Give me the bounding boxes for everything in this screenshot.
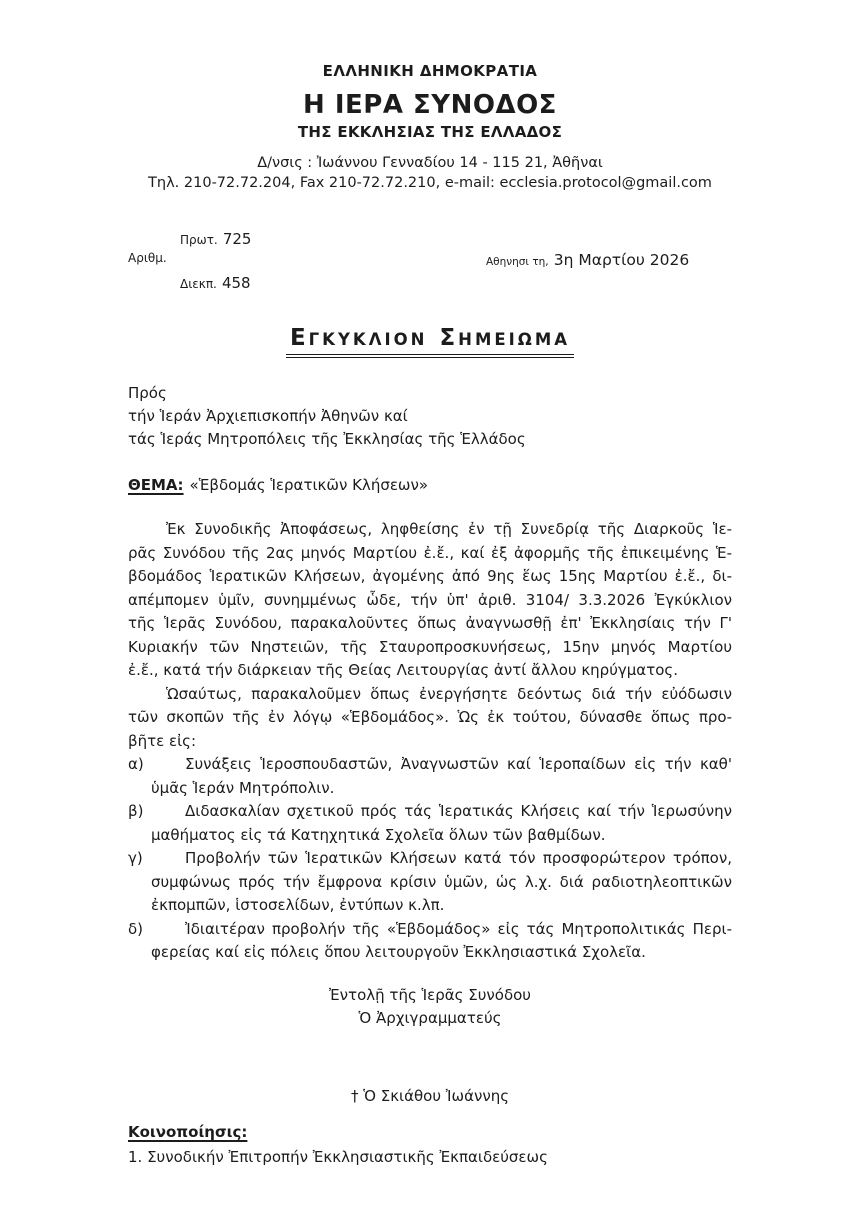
letterhead (128, 62, 732, 191)
body-line: βῆτε εἰς: (128, 731, 197, 750)
cc-item: 1. Συνοδικήν Ἐπιτροπήν Ἐκκλησιαστικῆς Ἐκπαιδεύσεως (128, 1148, 548, 1166)
protocol-prot-line (180, 229, 251, 248)
subject-line (128, 476, 732, 494)
recipient-line: τάς Ἱεράς Μητροπόλεις τῆς Ἐκκλησίας τῆς Ἑλλάδος (128, 430, 526, 448)
list-item-alpha (128, 753, 732, 800)
list-item-label: δ) (128, 919, 144, 938)
body-line: ἐ.ἔ., κατά τήν διάρκειαν τῆς Θείας Λειτουργίας ἀντί ἄλλου κηρύγματος. (128, 661, 678, 679)
subject-text: «Ἑβδομάς Ἱερατικῶν Κλήσεων» (189, 476, 429, 494)
body-line: ἐκπομπῶν, ἱστοσελίδων, ἐντύπων κ.λπ. (151, 896, 445, 914)
document-title-underline (286, 325, 574, 358)
protocol-diekp-line (180, 273, 251, 292)
document-title (128, 325, 732, 358)
document-body (128, 518, 732, 965)
cc-block (128, 1120, 732, 1170)
body-line: ὑμᾶς Ἱεράν Μητρόπολιν. (151, 778, 335, 797)
body-line: φερείας καί εἰς πόλεις ὅπου λειτουργοῦν Ἐκκλησιαστικά Σχολεῖα. (151, 943, 646, 961)
recipient-salutation: Πρός (128, 384, 167, 402)
closing-line-authority: Ἐντολῇ τῆς Ἱερᾶς Συνόδου (329, 985, 531, 1004)
protocol-diekp-label: Διεκπ. (180, 277, 217, 291)
date-value: 3η Μαρτίου 2026 (553, 251, 690, 269)
date-place-label: Αθηνησι τη, (486, 256, 549, 268)
body-line: μαθήματος εἰς τά Κατηχητικά Σχολεῖα ὅλων τῶν βαθμίδων. (151, 825, 606, 844)
cc-label: Κοινοποίησις: (128, 1123, 248, 1141)
protocol-prot-label: Πρωτ. (180, 233, 218, 247)
body-line: Διδασκαλίαν σχετικοῦ πρός τάς Ἱερατικάς Κλήσεις καί τήν Ἱερωσύνην (185, 802, 732, 820)
paragraph-1 (128, 518, 732, 683)
body-line: συμφώνως πρός τήν ἔμφρονα κρίσιν ὑμῶν, ὡς λ.χ. διά ραδιοτηλεοπτικῶν (151, 872, 732, 891)
recipient-block (128, 382, 732, 451)
list-item-label: γ) (128, 849, 143, 867)
list-item-delta (128, 918, 732, 965)
list-item-label: α) (128, 755, 144, 773)
document-title-word-2: ΣΗΜΕΙΩΜΑ (439, 325, 571, 351)
list-item-beta (128, 800, 732, 847)
subject-label: ΘΕΜΑ: (128, 476, 184, 494)
protocol-arithm-label: Αριθμ. (128, 251, 167, 265)
recipient-line: τήν Ἱεράν Ἀρχιεπισκοπήν Ἀθηνῶν καί (128, 407, 408, 425)
document-title-word-1: ΕΓΚΥΚΛΙΟΝ (289, 325, 428, 351)
body-line: Ἰδιαιτέραν προβολήν τῆς «Ἑβδομάδος» εἰς τάς Μητροπολιτικάς Περι- (185, 919, 732, 938)
body-line: βδομάδος Ἱερατικῶν Κλήσεων, ἀγομένης ἀπό 9ης ἕως 15ης Μαρτίου ἐ.ἔ., δι- (128, 567, 732, 585)
body-line: Προβολήν τῶν Ἱερατικῶν Κλήσεων κατά τόν προσφορώτερον τρόπον, (185, 849, 732, 867)
closing-line-role: Ὁ Ἀρχιγραμματεύς (358, 1009, 502, 1027)
letterhead-address: Δ/νσις : Ἰωάννου Γενναδίου 14 - 115 21, Ἀθῆναι (257, 155, 603, 171)
protocol-diekp-value: 458 (221, 274, 251, 292)
body-line: ρᾶς Συνόδου τῆς 2ας μηνός Μαρτίου ἐ.ἔ., καί ἐξ ἀφορμῆς τῆς ἐπικειμένης Ἑ- (128, 543, 732, 562)
letterhead-republic: ΕΛΛΗΝΙΚΗ ΔΗΜΟΚΡΑΤΙΑ (322, 62, 538, 80)
letterhead-synod-title: Η ΙΕΡΑ ΣΥΝΟΔΟΣ (303, 90, 557, 120)
protocol-block (128, 229, 732, 295)
protocol-prot-value: 725 (222, 230, 252, 248)
body-line: τῆς Ἱερᾶς Συνόδου, παρακαλοῦντες ὅπως ἀναγνωσθῇ ἐπ' Ἐκκλησίαις τήν Γ' (128, 614, 732, 632)
letterhead-contact: Τηλ. 210-72.72.204, Fax 210-72.72.210, e-mail: ecclesia.protocol@gmail.com (148, 175, 712, 191)
paragraph-2 (128, 683, 732, 754)
body-line: Συνάξεις Ἱεροσπουδαστῶν, Ἀναγνωστῶν καί Ἱεροπαίδων εἰς τήν καθ' (185, 755, 732, 773)
letterhead-church-line: ΤΗΣ ΕΚΚΛΗΣΙΑΣ ΤΗΣ ΕΛΛΑΔΟΣ (297, 123, 563, 141)
date-line (486, 250, 689, 269)
list-item-gamma (128, 847, 732, 918)
signature-line: † Ὁ Σκιάθου Ἰωάννης (350, 1086, 510, 1105)
body-line: τῶν σκοπῶν τῆς ἐν λόγῳ «Ἑβδομάδος». Ὡς ἐκ τούτου, δύνασθε ὅπως προ- (128, 708, 732, 726)
body-line: Ἐκ Συνοδικῆς Ἀποφάσεως, ληφθείσης ἐν τῇ Συνεδρίᾳ τῆς Διαρκοῦς Ἱε- (166, 520, 732, 538)
body-line: Κυριακήν τῶν Νηστειῶν, τῆς Σταυροπροσκυνήσεως, 15ην μηνός Μαρτίου (128, 637, 732, 656)
closing-block (128, 984, 732, 1031)
body-line: Ὡσαύτως, παρακαλοῦμεν ὅπως ἐνεργήσητε δεόντως διά τήν εὐόδωσιν (166, 684, 732, 703)
list-item-label: β) (128, 802, 144, 820)
body-line: απέμπομεν ὑμῖν, συνημμένως ὧδε, τήν ὑπ' ἀριθ. 3104/ 3.3.2026 Ἐγκύκλιον (128, 590, 732, 609)
